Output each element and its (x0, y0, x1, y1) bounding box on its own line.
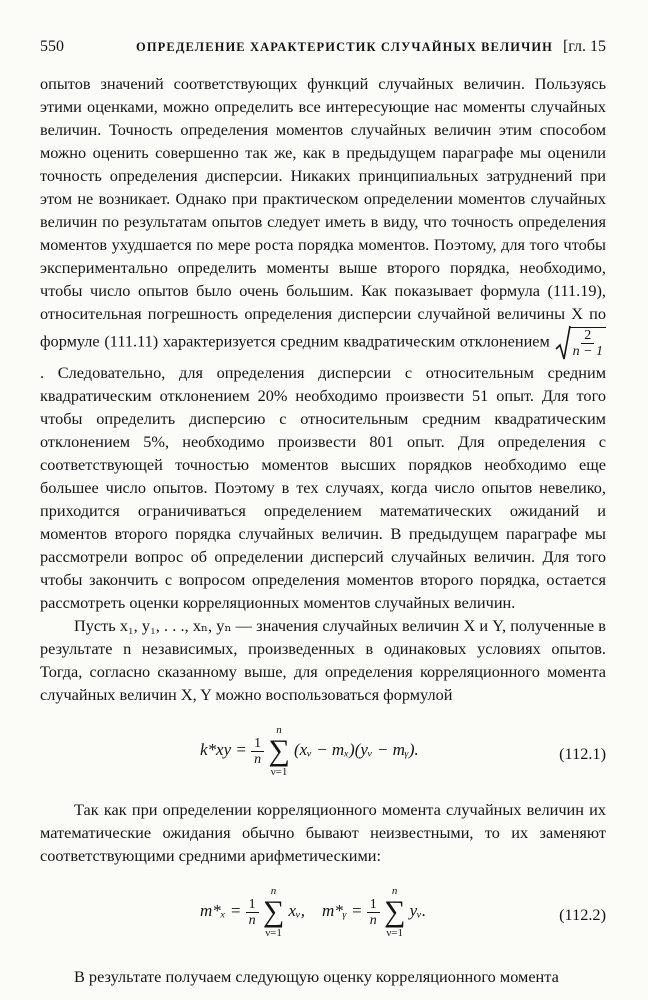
eq2-sum-lower-a: ν=1 (265, 927, 282, 939)
eq1-sum (268, 724, 289, 778)
sqrt-expression (555, 325, 606, 361)
equation-112-2-expression (200, 885, 426, 939)
radical-sign (555, 325, 571, 361)
eq2-sum-b (384, 885, 405, 939)
paragraph-result: В результате получаем следующую оценку корреляционного момента (74, 967, 559, 986)
eq1-lhs: k*xy = (200, 739, 247, 759)
text-body (40, 72, 606, 988)
eq2-frac-num-a: 1 (246, 897, 259, 913)
eq2-sum-lower-b: ν=1 (386, 927, 403, 939)
sqrt-numerator: 2 (581, 328, 594, 344)
eq2-lhs-a: m*ₓ = (200, 900, 242, 920)
sqrt-fraction (570, 327, 606, 359)
page-number: 550 (40, 38, 64, 55)
eq2-lhs-b: m*ᵧ = (322, 900, 363, 920)
paragraph-text-b: . Следовательно, для определения дисперсии с относительным средним квадратическим отклонением 20% необходимо произвести 51 опыт. Для того чтобы определить дисперсию с относительным средним квадратическим отклонением 5%, необходимо произвести 801 опыт. Для определения с соответствующей точностью моментов высших порядков необходимо еще большее число опытов. Поэтому в тех случаях, когда число опытов невелико, приходится ограничиваться определением математических ожиданий и моментов второго порядка случайных величин. В предыдущем параграфе мы рассмотрели вопрос об определении дисперсий случайных величин. Для того чтобы закончить с вопросом определения моментов второго порядка, остается рассмотреть оценки корреляционных моментов случайных величин. (40, 363, 606, 612)
running-title: ОПРЕДЕЛЕНИЕ ХАРАКТЕРИСТИК СЛУЧАЙНЫХ ВЕЛИЧИН (136, 40, 553, 54)
chapter-label: [гл. 15 (562, 38, 606, 55)
eq2-sum-upper-b: n (391, 885, 398, 897)
paragraph-text-a: опытов значений соответствующих функций случайных величин. Пользуясь этими оценками, можно определить все интересующие нас моменты случайных величин. Точность определения моментов случайных величин этим способом можно оценить совершенно так же, как в предыдущем параграфе мы оценили точность определения дисперсии. Никаких принципиальных затруднений при этом не возникает. Однако при практическом определении моментов случайных величин по результатам опытов следует иметь в виду, что точность определения моментов ухудшается по мере роста порядка моментов. Поэтому, для того чтобы экспериментально определить моменты выше второго порядка, необходимо, чтобы число опытов было очень большим. Как показывает формула (111.19), относительная погрешность определения дисперсии случайной величины X по формуле (111.11) характеризуется средним квадратическим отклонением (40, 74, 606, 351)
eq2-fraction-b (367, 897, 380, 928)
eq2-frac-den-a: n (248, 912, 256, 928)
paragraph-observations: Пусть x₁, y₁, . . ., xₙ, yₙ — значения случайных величин X и Y, полученные в результате n независимых, произведенных в одинаковых условиях опытов. Тогда, согласно сказанному выше, для определения корреляционного момента случайных величин X, Y можно воспользоваться формулой (40, 616, 606, 704)
eq2-sum-a (263, 885, 284, 939)
running-header (40, 38, 606, 62)
equation-112-2 (40, 873, 606, 965)
eq1-sum-lower: ν=1 (270, 766, 288, 778)
eq1-fraction (251, 736, 264, 767)
equation-112-1 (40, 716, 606, 798)
sigma-symbol: ∑ (262, 895, 285, 928)
equation-112-1-expression (200, 724, 419, 778)
eq1-frac-num: 1 (251, 736, 264, 752)
eq2-body-b: yᵥ. (409, 900, 427, 920)
paragraph-means: Так как при определении корреляционного момента случайных величин их математические ожидания обычно бывают неизвестными, то их заменяют соответствующими средними арифметическими: (40, 800, 606, 865)
equation-number-112-2: (112.2) (559, 905, 606, 924)
eq2-fraction-a (246, 897, 259, 928)
sqrt-denominator: n − 1 (572, 344, 604, 359)
eq1-frac-den: n (254, 751, 262, 767)
paragraph-moments (40, 72, 606, 614)
sigma-symbol: ∑ (383, 895, 406, 928)
eq2-sum-upper-a: n (270, 885, 277, 897)
sigma-symbol: ∑ (268, 734, 290, 767)
eq2-frac-num-b: 1 (367, 897, 380, 913)
eq2-frac-den-b: n (369, 912, 377, 928)
eq1-body: (xᵥ − mₓ)(yᵥ − mᵧ). (294, 739, 419, 759)
eq2-body-a: xᵥ, (288, 900, 306, 920)
equation-number-112-1: (112.1) (559, 744, 606, 763)
eq1-sum-upper: n (276, 724, 282, 736)
